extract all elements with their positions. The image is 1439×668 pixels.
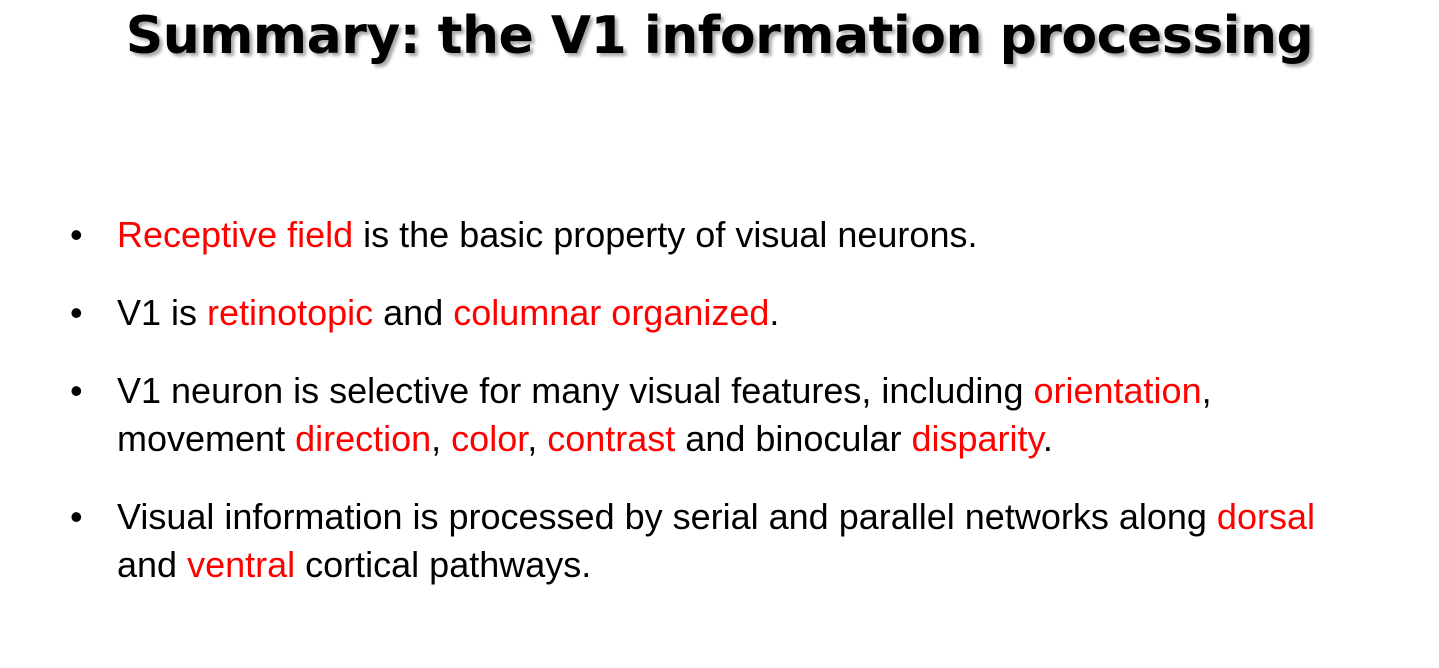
text-segment: . <box>769 292 780 333</box>
highlighted-term: retinotopic <box>207 292 374 333</box>
text-segment: V1 neuron is selective for many visual features, including <box>117 370 1034 411</box>
text-segment: Visual information is processed by serial and parallel networks along <box>117 496 1217 537</box>
highlighted-term: orientation <box>1033 370 1202 411</box>
bullet-icon: • <box>70 292 83 333</box>
text-segment: cortical pathways. <box>295 544 592 585</box>
bullet-icon: • <box>70 214 83 255</box>
bullet-text <box>117 493 1367 589</box>
highlighted-term: direction <box>295 418 432 459</box>
text-segment: and binocular <box>675 418 912 459</box>
bullet-text <box>117 211 1367 259</box>
highlighted-term: contrast <box>547 418 676 459</box>
bullet-icon: • <box>70 496 83 537</box>
highlighted-term: disparity <box>911 418 1043 459</box>
text-segment: V1 is <box>117 292 208 333</box>
highlighted-term: Receptive field <box>117 214 354 255</box>
highlighted-term: dorsal <box>1216 496 1315 537</box>
text-segment: and <box>373 292 454 333</box>
bullet-icon: • <box>70 370 83 411</box>
bullet-text <box>117 289 1367 337</box>
highlighted-term: ventral <box>187 544 296 585</box>
text-segment: . <box>1042 418 1053 459</box>
text-segment: , <box>527 418 548 459</box>
text-segment: , movement <box>117 370 1212 459</box>
highlighted-term: columnar organized <box>453 292 770 333</box>
text-segment: is the basic property of visual neurons. <box>353 214 978 255</box>
text-segment: and <box>117 544 188 585</box>
highlighted-term: color <box>451 418 528 459</box>
text-segment: , <box>431 418 452 459</box>
bullet-text <box>117 367 1367 463</box>
slide-title: Summary: the V1 information processing <box>125 6 1314 66</box>
